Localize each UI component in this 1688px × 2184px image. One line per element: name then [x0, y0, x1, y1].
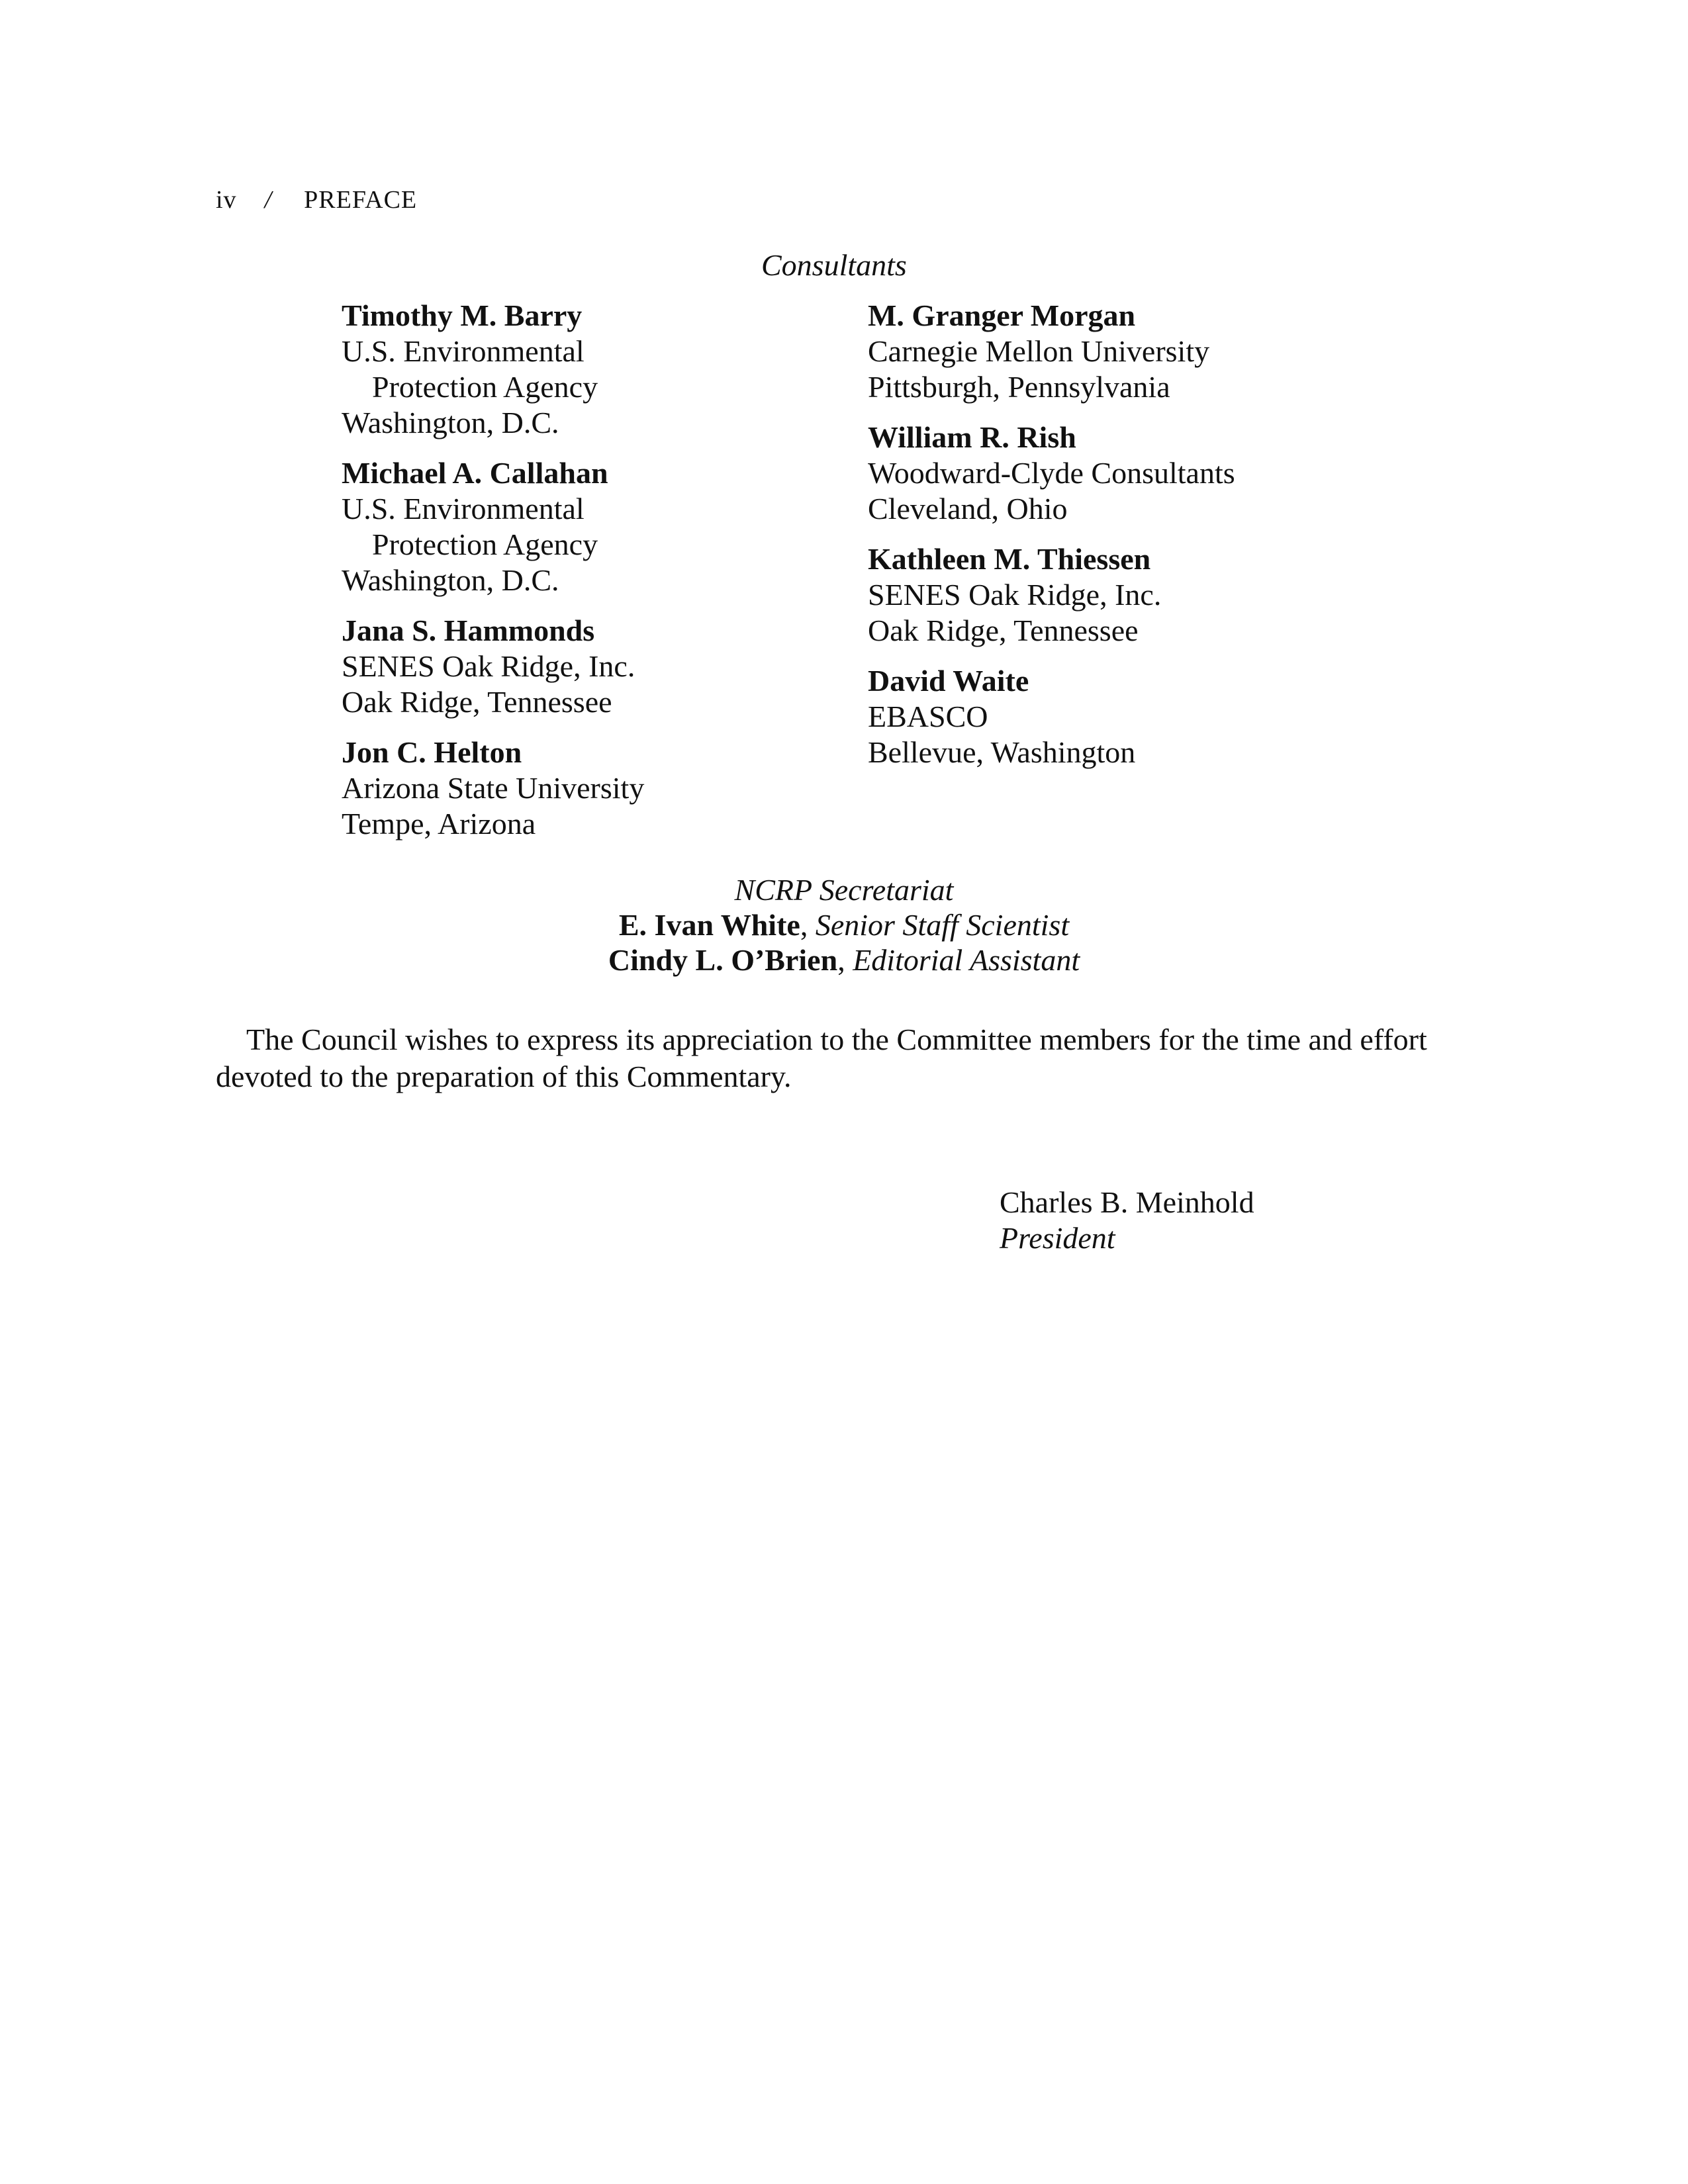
consultant-affiliation: U.S. Environmental: [342, 492, 585, 525]
consultant-name: William R. Rish: [868, 420, 1076, 454]
secretariat-block: [0, 872, 1688, 978]
consultant-location: Pittsburgh, Pennsylvania: [868, 370, 1170, 404]
consultant-name: M. Granger Morgan: [868, 298, 1136, 332]
staff-name: Cindy L. O’Brien: [608, 943, 838, 977]
consultant-affiliation: Protection Agency: [372, 370, 598, 404]
signatory-title: President: [1000, 1221, 1115, 1255]
consultants-left-column: [342, 298, 845, 856]
staff-name: E. Ivan White: [618, 908, 800, 942]
staff-role: Editorial Assistant: [853, 943, 1080, 977]
consultant-entry: [342, 455, 845, 598]
consultant-affiliation: Woodward-Clyde Consultants: [868, 456, 1235, 490]
consultant-name: Jon C. Helton: [342, 735, 522, 769]
consultant-entry: [342, 298, 845, 441]
consultant-entry: [868, 420, 1530, 527]
staff-role: Senior Staff Scientist: [815, 908, 1070, 942]
section-title: PREFACE: [304, 186, 418, 214]
secretariat-staff-member: E. Ivan White, Senior Staff Scientist: [618, 908, 1070, 942]
consultant-affiliation: Protection Agency: [372, 527, 598, 561]
running-head-separator: /: [264, 186, 273, 214]
consultant-entry: [868, 663, 1530, 770]
consultant-entry: [342, 613, 845, 720]
consultant-location: Bellevue, Washington: [868, 735, 1136, 769]
consultant-name: David Waite: [868, 664, 1029, 698]
consultant-location: Oak Ridge, Tennessee: [868, 614, 1139, 647]
consultant-location: Cleveland, Ohio: [868, 492, 1068, 525]
consultants-right-column: [868, 298, 1530, 785]
consultant-affiliation: U.S. Environmental: [342, 334, 585, 368]
consultants-heading: Consultants: [761, 248, 907, 282]
consultant-affiliation: EBASCO: [868, 700, 988, 733]
consultant-affiliation: SENES Oak Ridge, Inc.: [342, 649, 635, 683]
consultant-name: Kathleen M. Thiessen: [868, 542, 1151, 576]
consultant-location: Tempe, Arizona: [342, 807, 536, 841]
consultant-name: Timothy M. Barry: [342, 298, 583, 332]
consultant-entry: [868, 541, 1530, 649]
consultant-location: Oak Ridge, Tennessee: [342, 685, 612, 719]
consultant-name: Jana S. Hammonds: [342, 614, 595, 647]
consultant-affiliation: SENES Oak Ridge, Inc.: [868, 578, 1162, 612]
consultant-location: Washington, D.C.: [342, 406, 559, 439]
secretariat-heading: NCRP Secretariat: [734, 873, 954, 907]
consultant-affiliation: Arizona State University: [342, 771, 645, 805]
consultant-name: Michael A. Callahan: [342, 456, 608, 490]
running-head: [216, 184, 417, 216]
consultant-entry: [868, 298, 1530, 405]
signatory-name: Charles B. Meinhold: [1000, 1185, 1254, 1219]
consultant-location: Washington, D.C.: [342, 563, 559, 597]
signature-block: [1000, 1185, 1254, 1256]
acknowledgement-paragraph: The Council wishes to express its appreciation to the Committee members for the time and effort devoted to the preparation of this Commentary.: [216, 1023, 1427, 1093]
consultant-affiliation: Carnegie Mellon University: [868, 334, 1210, 368]
page-number: iv: [216, 186, 237, 214]
consultant-entry: [342, 735, 845, 842]
secretariat-staff-member: Cindy L. O’Brien, Editorial Assistant: [608, 943, 1080, 977]
